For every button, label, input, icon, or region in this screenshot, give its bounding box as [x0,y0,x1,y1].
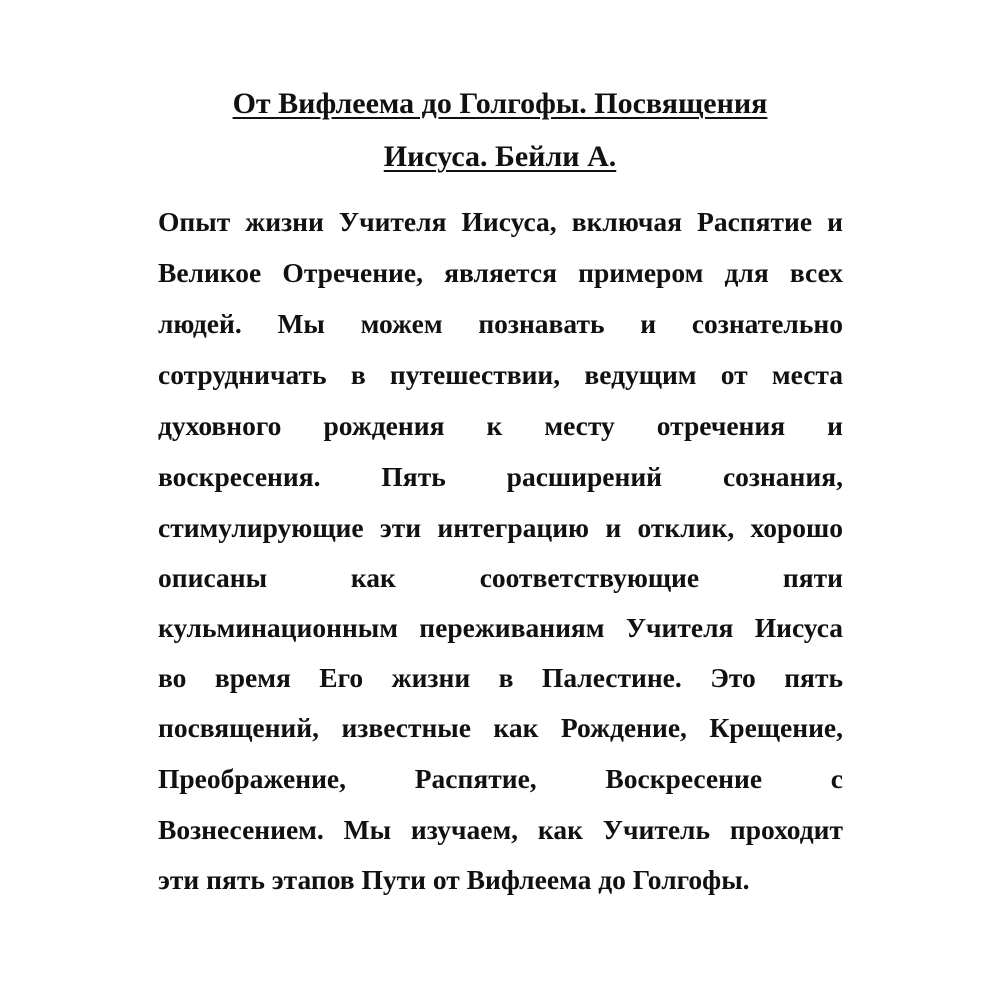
paragraph-line-13: Вознесением. Мы изучаем, как Учитель проходит [158,814,843,845]
paragraph-line-6: воскресения. Пять расширений сознания, [158,461,843,492]
paragraph-line-5: духовного рождения к месту отречения и [158,410,843,441]
paragraph-line-3: людей. Мы можем познавать и сознательно [158,308,843,339]
paragraph-line-1: Опыт жизни Учителя Иисуса, включая Распятие и [158,206,843,237]
title-text-1: От Вифлеема до Голгофы. Посвящения [232,87,768,120]
paragraph-line-9: кульминационным переживаниям Учителя Иисуса [158,612,843,643]
paragraph-line-8: описаны как соответствующие пяти [158,562,843,593]
paragraph-line-12: Преображение, Распятие, Воскресение с [158,763,843,794]
paragraph-line-14: эти пять этапов Пути от Вифлеема до Голгофы. [158,864,750,895]
title-line-1 [0,86,1000,122]
title-text-2: Иисуса. Бейли А. [383,140,617,173]
paragraph-line-7: стимулирующие эти интеграцию и отклик, хорошо [158,512,843,543]
paragraph-line-4: сотрудничать в путешествии, ведущим от места [158,359,843,390]
paragraph-line-2: Великое Отречение, является примером для всех [158,257,843,288]
paragraph-line-11: посвящений, известные как Рождение, Крещение, [158,712,843,743]
paragraph-line-10: во время Его жизни в Палестине. Это пять [158,662,843,693]
title-line-2 [0,139,1000,175]
